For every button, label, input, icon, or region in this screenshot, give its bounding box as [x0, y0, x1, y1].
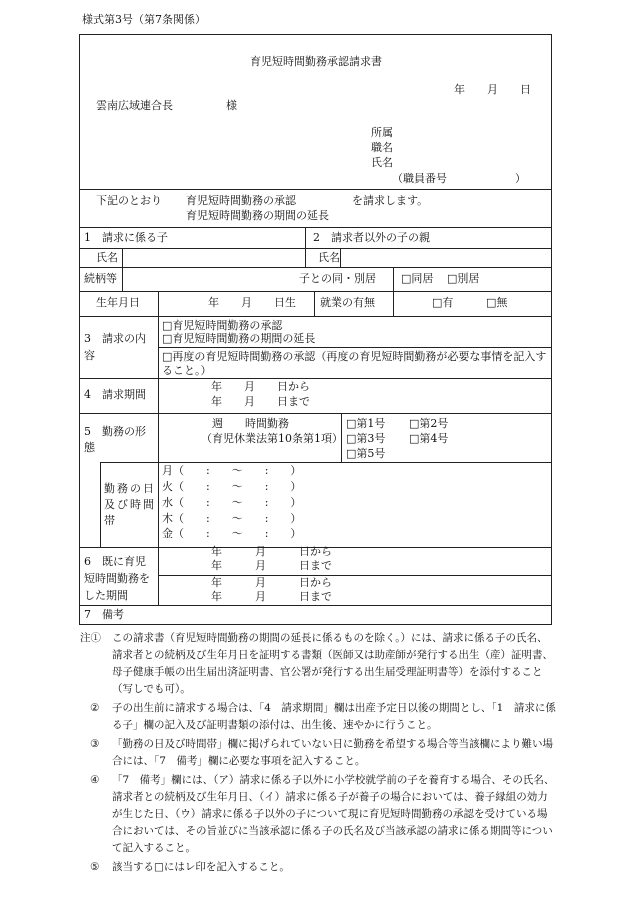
- note-4-text: 「7 備考」欄には、（ア）請求に係る子以外に小学校就学前の子を養育する場合、その氏名、請求者との続柄及び生年月日、（イ）請求に係る子が養子の場合においては、養子縁組の効力が生じた日、（ウ）請求に係る子以外の子について現に育児短時間勤務の承認を受けている場合においては、その旨並びに当該承認に係る子の氏名及び当該承認の請求に係る期間等について記入すること。: [112, 774, 555, 854]
- note-5: [80, 859, 556, 876]
- note-2: [80, 700, 556, 734]
- section2-label: 2 請求者以外の子の親: [313, 231, 430, 244]
- note-5-mark: ⑤: [90, 861, 100, 873]
- notes-block: [80, 630, 556, 876]
- past-period-1-from[interactable]: 年 月 日から: [211, 545, 332, 558]
- weekly-hours[interactable]: 週 時間勤務: [212, 417, 289, 430]
- request-option-approval: 育児短時間勤務の承認: [186, 194, 296, 207]
- section6-label: 6 既に育児短時間勤務をした期間: [84, 555, 150, 602]
- note-2-mark: ②: [90, 702, 100, 714]
- note-2-text: 子の出生前に請求する場合は、「4 請求期間」欄は出産予定日以後の期間とし、「1 請求に係る子」欄の記入及び証明書類の添付は、出生後、速やかに行うこと。: [112, 702, 556, 731]
- note-3: [80, 736, 556, 770]
- date-line[interactable]: 年 月 日: [454, 83, 531, 96]
- applicant-name-label: 氏名: [371, 156, 393, 169]
- employment-no-checkbox[interactable]: □無: [486, 296, 508, 309]
- form-number: 様式第3号（第7条関係）: [82, 13, 206, 26]
- note-1-text: この請求書（育児短時間勤務の期間の延長に係るものを除く。）には、請求に係る子の氏名、請求者との続柄及び生年月日を証明する書類（医師又は助産師が発行する出生（産）証明書、母子健康手帳の出生届出済証明書、官公署が発行する出生届受理証明書等）を添付すること（写しでも可）。: [112, 632, 553, 695]
- position-label: 職名: [371, 141, 393, 154]
- day-tuesday[interactable]: 火（ : 〜 : ）: [162, 480, 302, 493]
- staff-number-label: （職員番号: [392, 172, 447, 185]
- past-period-2-from[interactable]: 年 月 日から: [211, 576, 332, 589]
- note-4: [80, 772, 556, 857]
- cohabit-separate-checkbox[interactable]: □別居: [447, 272, 480, 285]
- day-monday[interactable]: 月（ : 〜 : ）: [162, 464, 302, 477]
- past-period-1-to[interactable]: 年 月 日まで: [211, 559, 332, 572]
- addressee-honorific: 様: [226, 99, 237, 112]
- employment-label: 就業の有無: [320, 296, 375, 309]
- content-option-reapproval[interactable]: □再度の育児短時間勤務の承認（再度の育児短時間勤務が必要な事情を記入すること。）: [162, 350, 547, 377]
- cohabit-label: 子との同・別居: [299, 272, 376, 285]
- affiliation-label: 所属: [371, 126, 393, 139]
- content-option-approval[interactable]: □育児短時間勤務の承認: [162, 319, 283, 332]
- period-from[interactable]: 年 月 日から: [211, 380, 310, 393]
- type-4-checkbox[interactable]: □第4号: [409, 432, 449, 445]
- note-5-text: 該当する□にはレ印を記入すること。: [112, 861, 290, 873]
- child-name-label: 氏名: [96, 251, 118, 264]
- note-1: [80, 630, 556, 698]
- type-2-checkbox[interactable]: □第2号: [409, 417, 449, 430]
- other-parent-name-label: 氏名: [318, 251, 340, 264]
- section4-label: 4 請求期間: [84, 388, 146, 401]
- type-3-checkbox[interactable]: □第3号: [346, 432, 386, 445]
- day-friday[interactable]: 金（ : 〜 : ）: [162, 527, 302, 540]
- request-prefix: 下記のとおり: [96, 194, 162, 207]
- type-1-checkbox[interactable]: □第1号: [346, 417, 386, 430]
- note-1-mark: 注①: [80, 632, 101, 644]
- relation-label: 続柄等: [84, 272, 117, 285]
- note-4-mark: ④: [90, 774, 100, 786]
- birthdate-value[interactable]: 年 月 日生: [208, 296, 296, 309]
- birthdate-label: 生年月日: [96, 296, 140, 309]
- section5-label: 5 勤務の形態: [84, 425, 146, 454]
- section7-label: 7 備考: [84, 608, 124, 621]
- period-to[interactable]: 年 月 日まで: [211, 395, 310, 408]
- form-title: 育児短時間勤務承認請求書: [250, 55, 382, 68]
- content-option-extension[interactable]: □育児短時間勤務の期間の延長: [162, 332, 316, 345]
- note-3-mark: ③: [90, 738, 100, 750]
- type-5-checkbox[interactable]: □第5号: [346, 447, 386, 460]
- day-wednesday[interactable]: 水（ : 〜 : ）: [162, 496, 302, 509]
- request-suffix: を請求します。: [352, 194, 429, 207]
- work-days-label: 勤務の日及び時間帯: [104, 482, 156, 527]
- note-3-text: 「勤務の日及び時間帯」欄に掲げられていない日に勤務を希望する場合等当該欄により難い場合には、「7 備考」欄に必要な事項を記入すること。: [112, 738, 553, 767]
- day-thursday[interactable]: 木（ : 〜 : ）: [162, 512, 302, 525]
- request-option-extension: 育児短時間勤務の期間の延長: [186, 209, 329, 222]
- section1-label: 1 請求に係る子: [84, 231, 168, 244]
- staff-number-close: ）: [515, 172, 526, 185]
- cohabit-same-checkbox[interactable]: □同居: [401, 272, 434, 285]
- past-period-2-to[interactable]: 年 月 日まで: [211, 590, 332, 603]
- addressee: 雲南広域連合長: [96, 99, 173, 112]
- employment-yes-checkbox[interactable]: □有: [432, 296, 454, 309]
- law-reference: （育児休業法第10条第1項）: [201, 432, 343, 445]
- section3-label: 3 請求の内容: [84, 332, 146, 362]
